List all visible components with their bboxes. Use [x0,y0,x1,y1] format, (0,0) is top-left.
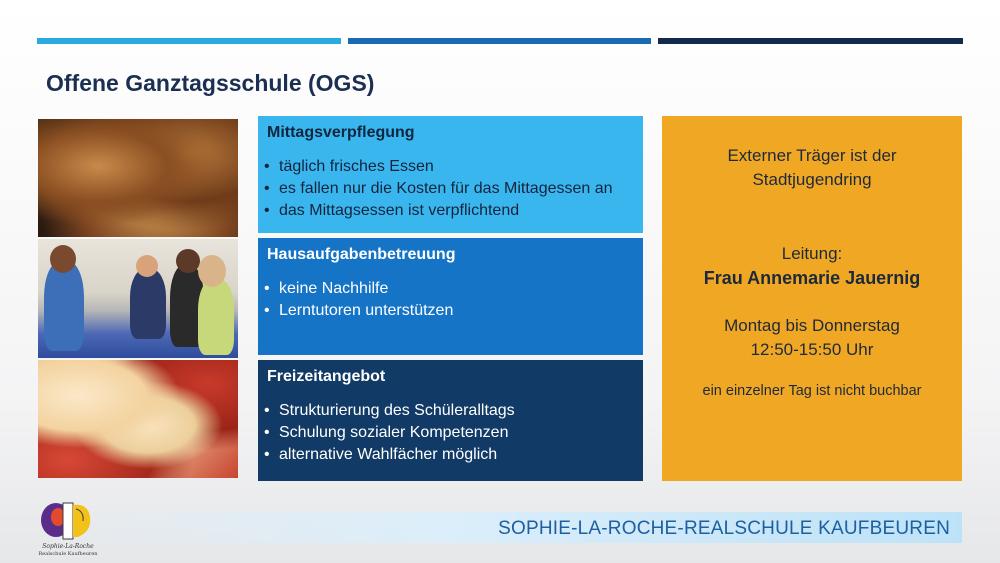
accent-bar-blue [348,38,651,44]
pizza-photo [38,119,238,237]
section-heading: Freizeitangebot [267,368,386,385]
list-item: • täglich frisches Essen [264,156,613,178]
footer-bar [40,512,962,543]
opening-days: Montag bis Donnerstag [724,316,900,335]
section-homework [258,238,643,355]
list-item: • alternative Wahlfächer möglich [264,444,515,466]
provider-name: Stadtjugendring [752,170,872,189]
slide-title: Offene Ganztagsschule (OGS) [46,70,375,96]
accent-bar-light-blue [37,38,341,44]
opening-hours: 12:50-15:50 Uhr [750,340,874,359]
bullet-list [264,278,453,322]
section-lunch [258,116,643,233]
booking-note: ein einzelner Tag ist nicht buchbar [702,383,922,399]
svg-text:Realschule Kaufbeuren: Realschule Kaufbeuren [38,551,98,557]
list-item: • es fallen nur die Kosten für das Mittagessen an [264,178,613,200]
svg-text:Sophie-La-Roche: Sophie-La-Roche [42,543,94,550]
section-leisure [258,360,643,481]
list-item: • Lerntutoren unterstützen [264,300,453,322]
school-logo-icon [36,495,100,557]
school-name: SOPHIE-LA-ROCHE-REALSCHULE KAUFBEUREN [498,518,950,539]
list-item: • Strukturierung des Schüleralltags [264,400,515,422]
section-heading: Mittagsverpflegung [267,124,415,141]
bullet-list [264,156,613,222]
section-heading: Hausaufgabenbetreuung [267,246,456,263]
accent-bar-navy [658,38,963,44]
list-item: • das Mittagsessen ist verpflichtend [264,200,613,222]
provider-text [662,144,962,192]
children-photo [38,239,238,358]
list-item: • keine Nachhilfe [264,278,453,300]
apple-slices-photo [38,360,238,478]
provider-line: Externer Träger ist der [727,146,897,165]
management-label: Leitung: [781,244,843,263]
bullet-list [264,400,515,466]
management-name: Frau Annemarie Jauernig [703,268,921,288]
list-item: • Schulung sozialer Kompetenzen [264,422,515,444]
info-panel [662,116,962,481]
